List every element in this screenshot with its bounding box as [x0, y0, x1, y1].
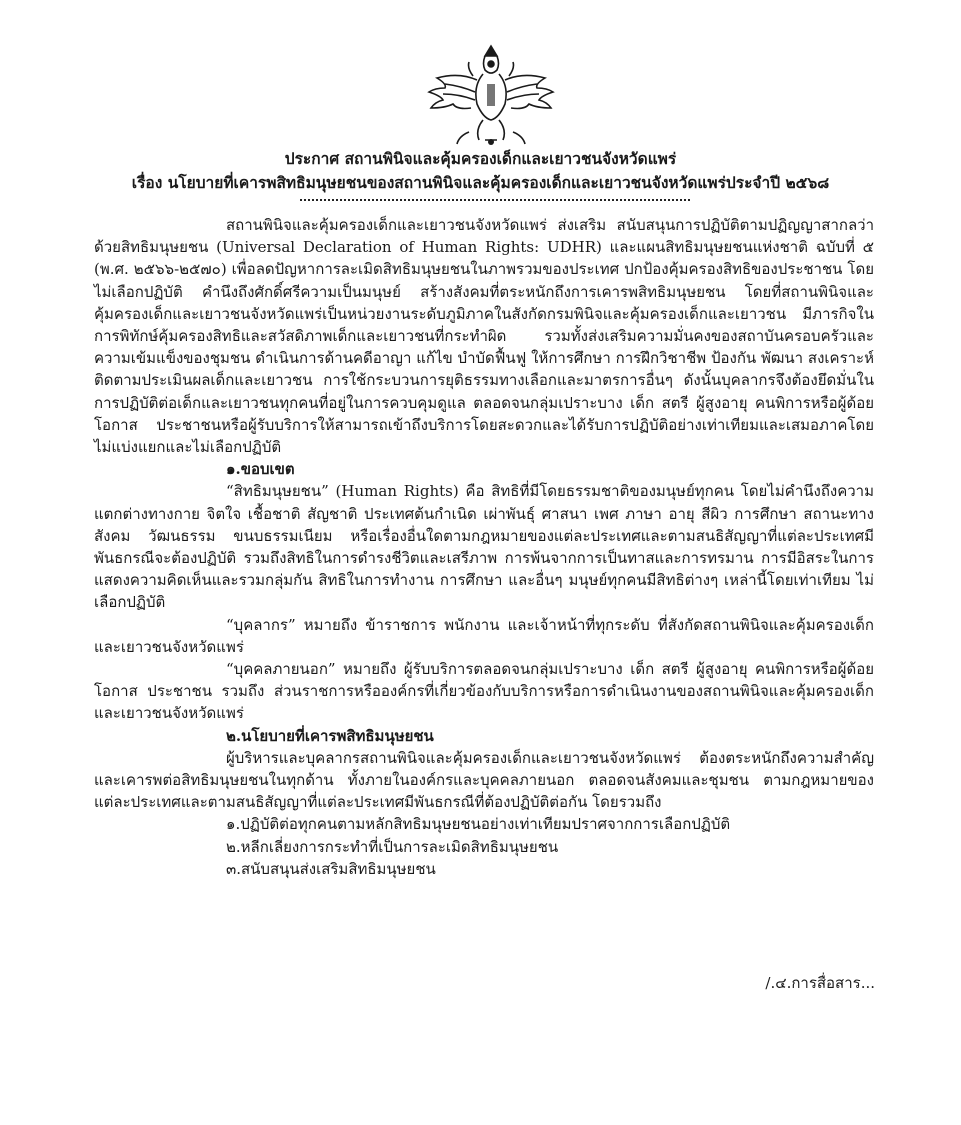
- intro-paragraph: สถานพินิจและคุ้มครองเด็กและเยาวชนจังหวัดแพร่ ส่งเสริม สนับสนุนการปฏิบัติตามปฏิญญาสากลว่าด้วยสิทธิมนุษยชน (Universal Declaration of Human Rights: UDHR) และแผนสิทธิมนุษยชนแห่งชาติ ฉบับที่ ๕ (พ.ศ. ๒๕๖๖-๒๕๗๐) เพื่อลดปัญหาการละเมิดสิทธิมนุษยชนในภาพรวมของประเทศ ปกป้องคุ้มครองสิทธิของประชาชน โดยไม่เลือกปฏิบัติ คำนึงถึงศักดิ์ศรีความเป็นมนุษย์ สร้างสังคมที่ตระหนักถึงการเคารพสิทธิมนุษยชน โดยที่สถานพินิจและคุ้มครองเด็กและเยาวชนจังหวัดแพร่เป็นหน่วยงานระดับภูมิภาคในสังกัดกรมพินิจและคุ้มครองเด็กและเยาวชน มีภารกิจในการพิทักษ์คุ้มครองสิทธิและสวัสดิภาพเด็กและเยาวชนที่กระทำผิด รวมทั้งส่งเสริมความมั่นคงของสถาบันครอบครัวและความเข้มแข็งของชุมชน ดำเนินการด้านคดีอาญา แก้ไข บำบัดฟื้นฟู ให้การศึกษา การฝึกวิชาชีพ ป้องกัน พัฒนา สงเคราะห์ ติดตามประเมินผลเด็กและเยาวชน การใช้กระบวนการยุติธรรมทางเลือกและมาตรการอื่นๆ ดังนั้นบุคลากรจึงต้องยึดมั่นในการปฏิบัติต่อเด็กและเยาวชนทุกคนที่อยู่ในการควบคุมดูแล ตลอดจนกลุ่มเปราะบาง เด็ก สตรี ผู้สูงอายุ คนพิการหรือผู้ด้อยโอกาส ประชาชนหรือผู้รับบริการให้สามารถเข้าถึงบริการโดยสะดวกและได้รับการปฏิบัติอย่างเท่าเทียมและเสมอภาคโดยไม่แบ่งแยกและไม่เลือกปฏิบัติ: [94, 216, 874, 457]
- continuation-note: /.๔.การสื่อสาร...: [765, 974, 875, 992]
- policy-item: ๒.หลีกเลี่ยงการกระทำที่เป็นการละเมิดสิทธิมนุษยชน: [226, 837, 559, 856]
- garuda-emblem-icon: [425, 40, 557, 150]
- section-2-heading: ๒.นโยบายที่เคารพสิทธิมนุษยชน: [226, 726, 434, 745]
- announcement-subject: เรื่อง นโยบายที่เคารพสิทธิมนุษยชนของสถานพินิจและคุ้มครองเด็กและเยาวชนจังหวัดแพร่ประจำปี ๒๕๖๘: [131, 173, 830, 192]
- document-body: [94, 214, 874, 880]
- section-1-heading: ๑.ขอบเขต: [226, 460, 295, 479]
- definition-outsiders: “บุคคลภายนอก” หมายถึง ผู้รับบริการตลอดจนกลุ่มเปราะบาง เด็ก สตรี ผู้สูงอายุ คนพิการหรือผู้ด้อยโอกาส ประชาชน รวมถึง ส่วนราชการหรือองค์กรที่เกี่ยวข้องกับบริการหรือการดำเนินงานของสถานพินิจและคุ้มครองเด็กและเยาวชนจังหวัดแพร่: [94, 660, 874, 723]
- definition-human-rights: “สิทธิมนุษยชน” (Human Rights) คือ สิทธิที่มีโดยธรรมชาติของมนุษย์ทุกคน โดยไม่คำนึงถึงความแตกต่างทางกาย จิตใจ เชื้อชาติ สัญชาติ ประเทศต้นกำเนิด เผ่าพันธุ์ ศาสนา เพศ ภาษา อายุ สีผิว การศึกษา สถานะทางสังคม วัฒนธรรม ขนบธรรมเนียม หรือเรื่องอื่นใดตามกฎหมายของแต่ละประเทศและตามสนธิสัญญาที่แต่ละประเทศมีพันธกรณีจะต้องปฏิบัติ รวมถึงสิทธิในการดำรงชีวิตและเสรีภาพ การพ้นจากการเป็นทาสและการทรมาน การมีอิสระในการแสดงความคิดเห็นและรวมกลุ่มกัน สิทธิในการทำงาน การศึกษา และอื่นๆ มนุษย์ทุกคนมีสิทธิต่างๆ เหล่านี้โดยเท่าเทียม ไม่เลือกปฏิบัติ: [94, 482, 874, 612]
- policy-item: ๓.สนับสนุนส่งเสริมสิทธิมนุษยชน: [226, 859, 436, 878]
- dotted-divider: [300, 199, 690, 201]
- policy-item: ๑.ปฏิบัติต่อทุกคนตามหลักสิทธิมนุษยชนอย่างเท่าเทียมปราศจากการเลือกปฏิบัติ: [226, 815, 731, 834]
- section-2-paragraph: ผู้บริหารและบุคลากรสถานพินิจและคุ้มครองเด็กและเยาวชนจังหวัดแพร่ ต้องตระหนักถึงความสำคัญและเคารพต่อสิทธิมนุษยชนในทุกด้าน ทั้งภายในองค์กรและบุคคลภายนอก ตลอดจนสังคมและชุมชน ตามกฎหมายของแต่ละประเทศและตามสนธิสัญญาที่แต่ละประเทศมีพันธกรณีที่ต้องปฏิบัติต่อกัน โดยรวมถึง: [94, 748, 874, 812]
- definition-personnel: “บุคลากร” หมายถึง ข้าราชการ พนักงาน และเจ้าหน้าที่ทุกระดับ ที่สังกัดสถานพินิจและคุ้มครองเด็กและเยาวชนจังหวัดแพร่: [94, 615, 874, 656]
- announcement-title: ประกาศ สถานพินิจและคุ้มครองเด็กและเยาวชนจังหวัดแพร่: [284, 149, 677, 168]
